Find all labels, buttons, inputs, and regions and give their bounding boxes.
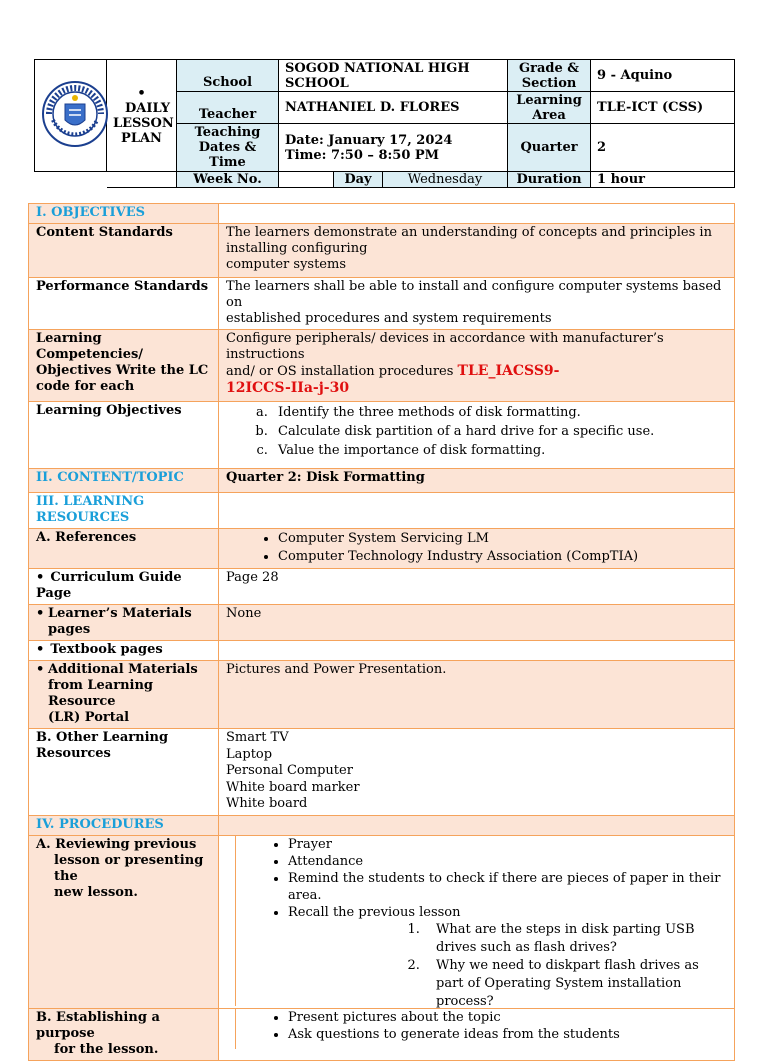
- grade-value: 9 - Aquino: [591, 60, 735, 92]
- day-value: Wednesday: [383, 172, 508, 188]
- school-value: SOGOD NATIONAL HIGH SCHOOL: [279, 60, 508, 92]
- deped-seal-icon: [41, 80, 109, 148]
- textbook-value: [219, 641, 735, 661]
- resource-item: White board marker: [226, 779, 360, 795]
- procedure-b-label: B. Establishing a purpose for the lesson.: [29, 1008, 219, 1060]
- lesson-plan-table: [28, 203, 735, 1061]
- resource-item: Laptop: [226, 746, 273, 762]
- question-item: 2. Why we need to diskpart flash drives as part of Operating System installation process?: [424, 957, 727, 1011]
- resources-heading: III. LEARNING RESOURCES: [29, 493, 219, 529]
- procedure-item: • Remind the students to check if there are pieces of paper in their area.: [288, 870, 723, 904]
- resource-item: White board: [226, 796, 308, 811]
- procedure-item: • Present pictures about the topic: [288, 1009, 727, 1026]
- learning-objectives-value: [219, 402, 735, 469]
- question-item: 1. What are the steps in disk parting USB drives such as flash drives?: [424, 921, 727, 957]
- additional-materials-label: • Additional Materials from Learning Resource (LR) Portal: [29, 661, 219, 729]
- procedures-heading: IV. PROCEDURES: [29, 815, 219, 835]
- dlp-title: • DAILY LESSON PLAN: [107, 60, 177, 172]
- procedure-item: • Recall the previous lesson: [288, 904, 723, 921]
- lc-code: TLE_IACSS9-: [457, 363, 560, 379]
- week-value: [279, 172, 334, 188]
- reference-item: • Computer System Servicing LM: [278, 530, 727, 548]
- content-standards-value: The learners demonstrate an understanding of concepts and principles in installing configuring computer systems: [219, 224, 735, 278]
- quarter-value: 2: [591, 124, 735, 172]
- dlp-spacer: [107, 172, 177, 188]
- quarter-label: Quarter: [508, 124, 591, 172]
- topic-value: Quarter 2: Disk Formatting: [219, 469, 735, 493]
- objectives-heading: I. OBJECTIVES: [29, 204, 219, 224]
- teacher-label: Teacher: [177, 92, 279, 124]
- school-label: School: [177, 60, 279, 92]
- reference-item: • Computer Technology Industry Association (CompTIA): [278, 548, 727, 566]
- resource-item: Personal Computer: [226, 763, 353, 778]
- procedures-heading-spacer: [219, 815, 735, 835]
- performance-standards-label: Performance Standards: [29, 278, 219, 330]
- logo-spacer: [35, 172, 107, 188]
- other-resources-value: [219, 729, 735, 816]
- learners-materials-label: • Learner’s Materials pages: [29, 605, 219, 641]
- references-value: [219, 529, 735, 569]
- procedure-item: • Attendance: [288, 853, 723, 870]
- procedure-a-value: [219, 835, 735, 1008]
- curriculum-guide-label: • Curriculum Guide Page: [29, 569, 219, 605]
- content-standards-label: Content Standards: [29, 224, 219, 278]
- objective-item: a. Identify the three methods of disk formatting.: [272, 403, 727, 422]
- day-label: Day: [334, 172, 383, 188]
- competencies-value: Configure peripherals/ devices in accordance with manufacturer’s instructions and/ or OS installation procedures TLE_IACSS9- 12ICCS-IIa-j-30: [219, 330, 735, 402]
- teacher-value: NATHANIEL D. FLORES: [279, 92, 508, 124]
- textbook-label: • Textbook pages: [29, 641, 219, 661]
- content-heading: II. CONTENT/TOPIC: [29, 469, 219, 493]
- additional-materials-value: Pictures and Power Presentation.: [219, 661, 735, 729]
- resource-item: Smart TV: [226, 730, 289, 745]
- dates-label: Teaching Dates & Time: [177, 124, 279, 172]
- duration-label: Duration: [508, 172, 591, 188]
- learners-materials-value: None: [219, 605, 735, 641]
- references-label: A. References: [29, 529, 219, 569]
- objective-item: b. Calculate disk partition of a hard drive for a specific use.: [272, 422, 727, 441]
- competencies-label: Learning Competencies/ Objectives Write the LC code for each: [29, 330, 219, 402]
- week-label: Week No.: [177, 172, 279, 188]
- area-value: TLE-ICT (CSS): [591, 92, 735, 124]
- procedure-item: • Prayer: [288, 836, 723, 853]
- other-resources-label: B. Other Learning Resources: [29, 729, 219, 816]
- area-label: Learning Area: [508, 92, 591, 124]
- procedure-a-label: A. Reviewing previous lesson or presenting the new lesson.: [29, 835, 219, 1008]
- performance-standards-value: The learners shall be able to install and configure computer systems based on established procedures and system requirements: [219, 278, 735, 330]
- objective-item: c. Value the importance of disk formatting.: [272, 441, 727, 460]
- logo-cell: [35, 60, 107, 172]
- learning-objectives-label: Learning Objectives: [29, 402, 219, 469]
- lc-code-cont: 12ICCS-IIa-j-30: [226, 380, 350, 396]
- procedure-item: • Ask questions to generate ideas from the students: [288, 1026, 727, 1043]
- curriculum-guide-value: Page 28: [219, 569, 735, 605]
- resources-heading-spacer: [219, 493, 735, 529]
- duration-value: 1 hour: [591, 172, 735, 188]
- grade-label: Grade & Section: [508, 60, 591, 92]
- objectives-heading-spacer: [219, 204, 735, 224]
- header-table: [34, 59, 735, 188]
- date-time-value: Date: January 17, 2024 Time: 7:50 – 8:50 PM: [279, 124, 508, 172]
- procedure-b-value: [219, 1008, 735, 1060]
